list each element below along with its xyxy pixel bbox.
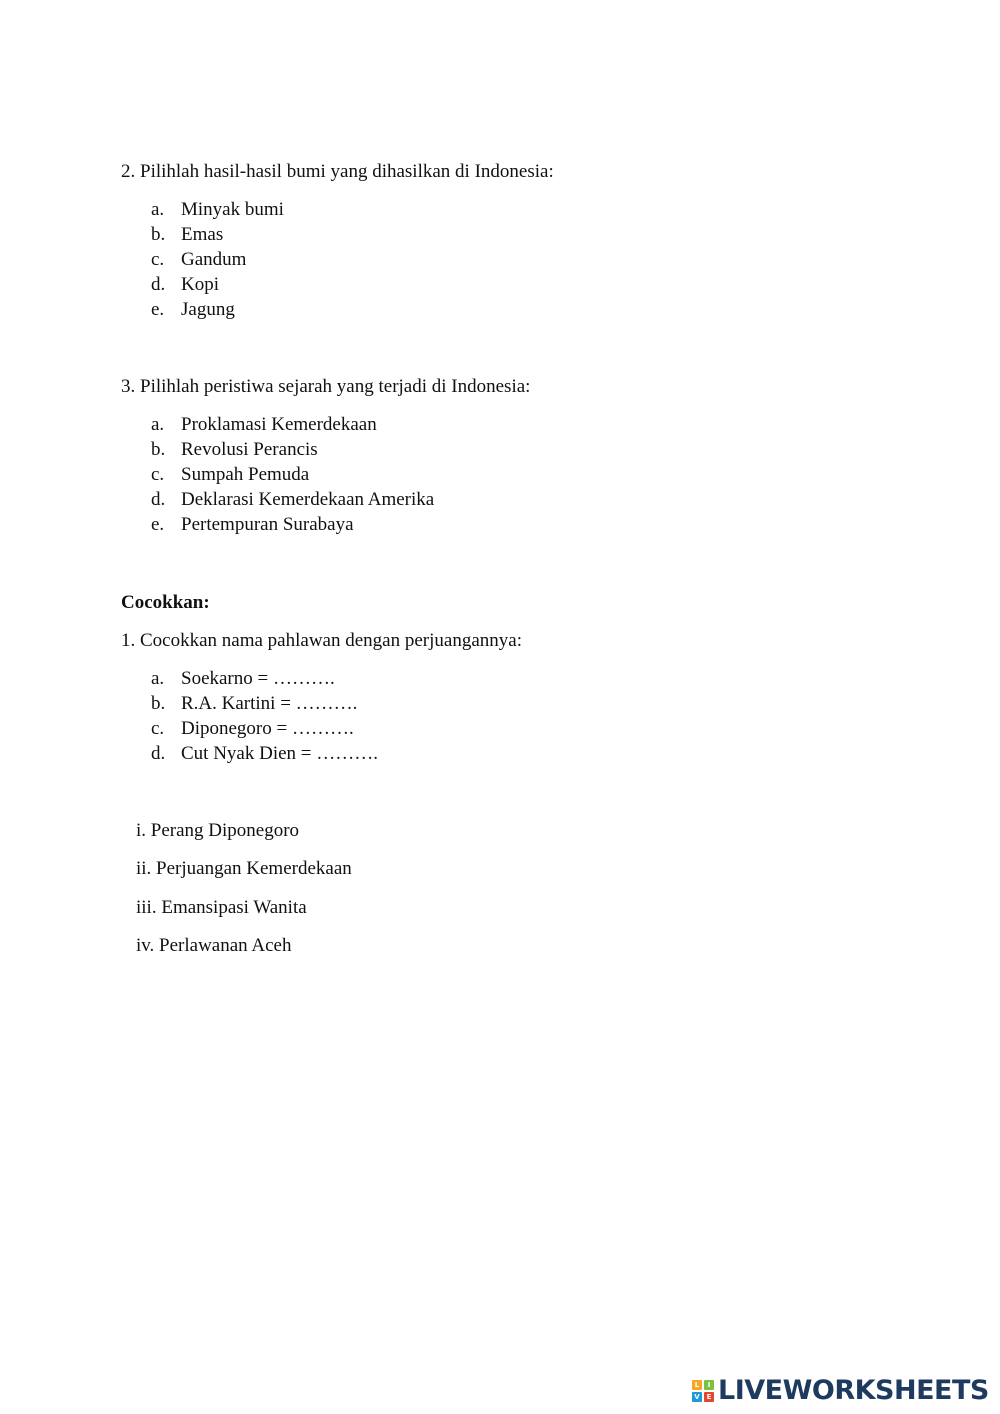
option-letter: e. <box>151 514 165 535</box>
logo-text: LIVEWORKSHEETS <box>718 1375 989 1406</box>
liveworksheets-logo <box>692 1376 989 1406</box>
question-3-title: 3. Pilihlah peristiwa sejarah yang terjadi di Indonesia: <box>121 376 531 397</box>
question-2-option-c[interactable] <box>151 248 246 272</box>
item-letter: d. <box>151 743 166 764</box>
item-text: Cut Nyak Dien = ………. <box>181 743 379 764</box>
logo-tile-l: L <box>692 1380 702 1390</box>
question-3-option-d[interactable] <box>151 488 434 512</box>
option-letter: e. <box>151 299 165 320</box>
option-letter: b. <box>151 439 166 460</box>
option-letter: c. <box>151 464 165 485</box>
question-3-option-c[interactable] <box>151 463 309 487</box>
option-text: Minyak bumi <box>181 199 284 220</box>
item-letter: a. <box>151 668 165 689</box>
option-text: Emas <box>181 224 224 245</box>
logo-tile-i: I <box>704 1380 714 1390</box>
question-3-option-b[interactable] <box>151 438 318 462</box>
option-letter: a. <box>151 199 165 220</box>
logo-tile-v: V <box>692 1392 702 1402</box>
question-2-title: 2. Pilihlah hasil-hasil bumi yang dihasilkan di Indonesia: <box>121 161 554 182</box>
option-text: Deklarasi Kemerdekaan Amerika <box>181 489 435 510</box>
matching-item-c[interactable] <box>151 717 354 741</box>
matching-answer-iv[interactable]: iv. Perlawanan Aceh <box>136 935 292 956</box>
item-letter: c. <box>151 718 165 739</box>
question-2-option-d[interactable] <box>151 273 219 297</box>
question-3-option-e[interactable] <box>151 513 354 537</box>
matching-question-title: 1. Cocokkan nama pahlawan dengan perjuangannya: <box>121 630 522 651</box>
option-text: Pertempuran Surabaya <box>181 514 354 535</box>
item-letter: b. <box>151 693 166 714</box>
option-text: Revolusi Perancis <box>181 439 318 460</box>
option-letter: c. <box>151 249 165 270</box>
matching-item-b[interactable] <box>151 692 357 716</box>
matching-item-a[interactable] <box>151 667 335 691</box>
item-text: R.A. Kartini = ………. <box>181 693 358 714</box>
item-text: Soekarno = ………. <box>181 668 335 689</box>
question-3-option-a[interactable] <box>151 413 377 437</box>
item-text: Diponegoro = ………. <box>181 718 354 739</box>
matching-answer-i[interactable]: i. Perang Diponegoro <box>136 820 300 841</box>
option-text: Gandum <box>181 249 247 270</box>
matching-item-d[interactable] <box>151 742 378 766</box>
matching-heading: Cocokkan: <box>121 592 210 613</box>
option-letter: d. <box>151 489 166 510</box>
question-2-option-e[interactable] <box>151 298 235 322</box>
question-2-option-a[interactable] <box>151 198 284 222</box>
option-text: Jagung <box>181 299 235 320</box>
question-2-option-b[interactable] <box>151 223 223 247</box>
option-text: Kopi <box>181 274 219 295</box>
option-letter: d. <box>151 274 166 295</box>
option-letter: b. <box>151 224 166 245</box>
logo-tile-e: E <box>704 1392 714 1402</box>
matching-answer-iii[interactable]: iii. Emansipasi Wanita <box>136 897 307 918</box>
option-letter: a. <box>151 414 165 435</box>
option-text: Proklamasi Kemerdekaan <box>181 414 377 435</box>
logo-grid-icon <box>692 1380 714 1402</box>
option-text: Sumpah Pemuda <box>181 464 310 485</box>
matching-answer-ii[interactable]: ii. Perjuangan Kemerdekaan <box>136 858 352 879</box>
